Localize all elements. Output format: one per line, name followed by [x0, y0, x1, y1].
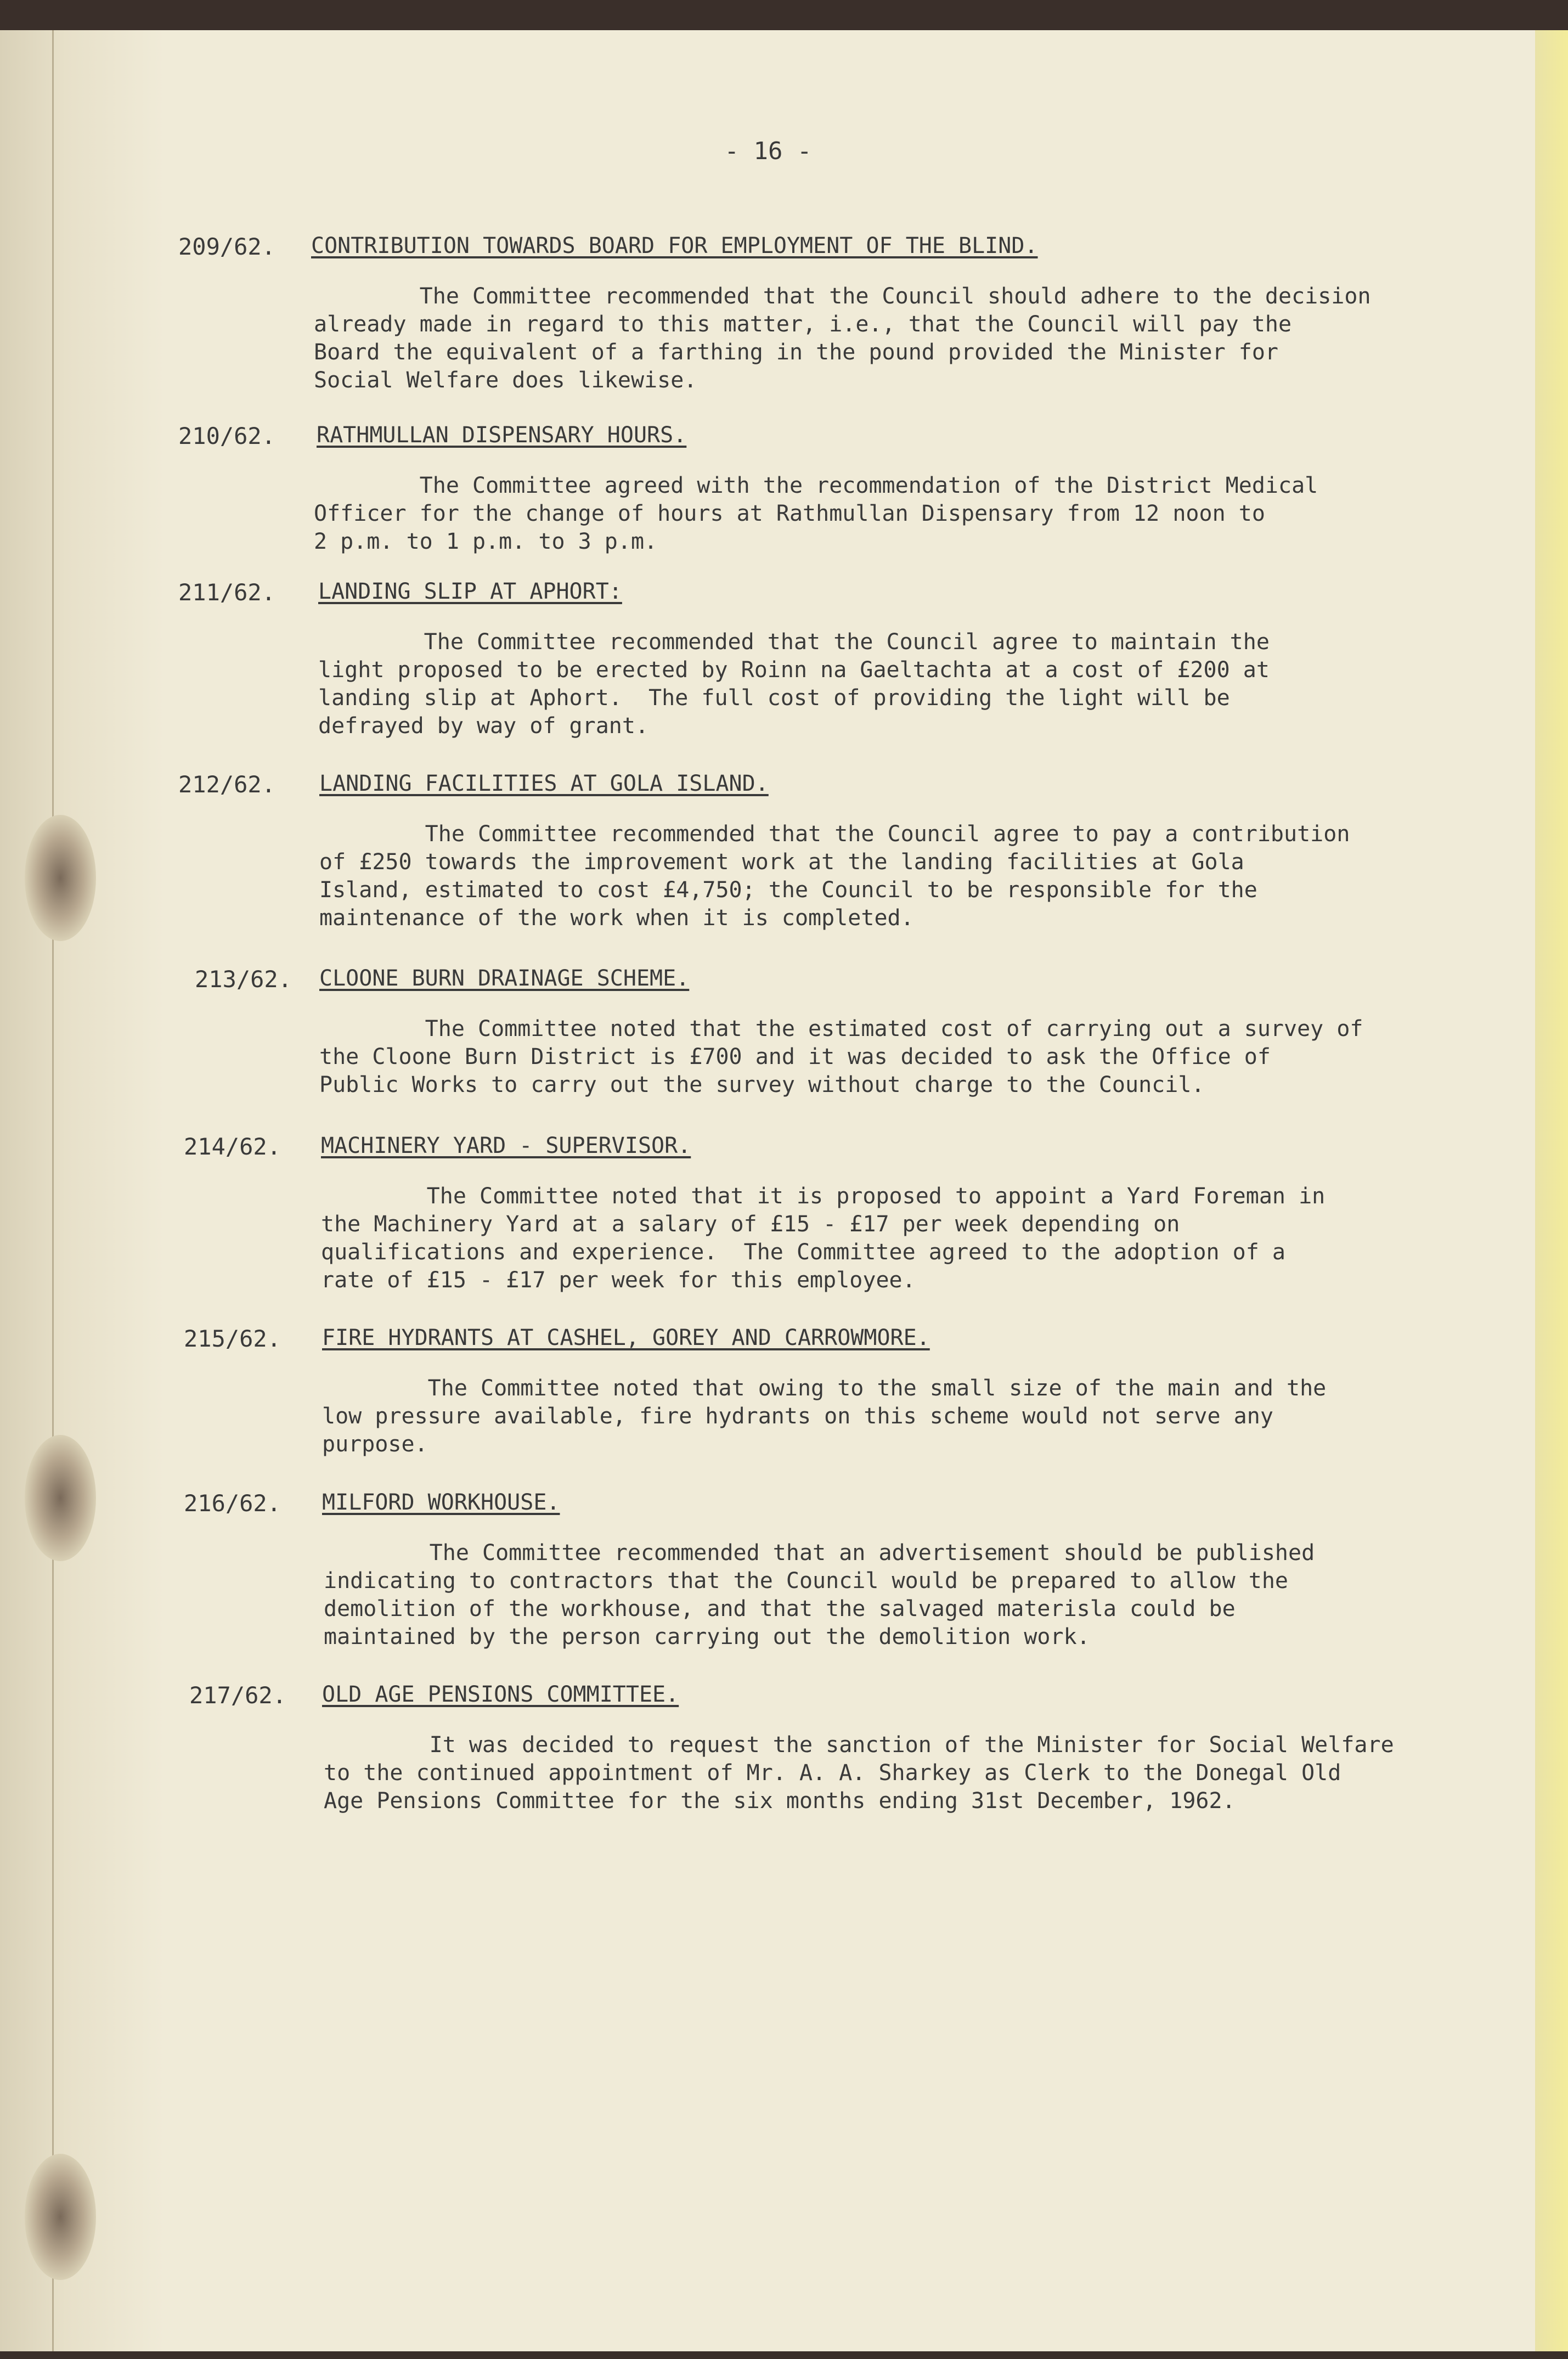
item-number: 213/62. [195, 966, 292, 993]
item-body: The Committee agreed with the recommendation of the District Medical Officer for the change of hours at Rathmullan Dispensary from 12 noon to 2 p.m. to 1 p.m. to 3 p.m. [314, 473, 1318, 554]
item-body: The Committee recommended that the Council should adhere to the decision already made in regard to this matter, i.e., that the Council will pay the Board the equivalent of a farthing in the pound provided the Minister for Social Welfare does likewise. [314, 284, 1371, 393]
item-body: The Committee noted that the estimated cost of carrying out a survey of the Cloone Burn District is £700 and it was decided to ask the Office of Public Works to carry out the survey without charge to the Council. [319, 1016, 1363, 1097]
document-page [0, 30, 1536, 2351]
item-number: 217/62. [189, 1682, 287, 1709]
item-title: CLOONE BURN DRAINAGE SCHEME. [319, 966, 690, 991]
item-body: The Committee recommended that the Council agree to maintain the light proposed to be erected by Roinn na Gaeltachta at a cost of £200 at landing slip at Aphort. The full cost of providing the light will be defrayed by way of grant. [318, 629, 1270, 739]
item-title: OLD AGE PENSIONS COMMITTEE. [322, 1682, 679, 1707]
item-number: 215/62. [184, 1325, 281, 1352]
punch-hole [25, 815, 96, 941]
item-title: FIRE HYDRANTS AT CASHEL, GOREY AND CARROWMORE. [322, 1325, 930, 1350]
item-number: 209/62. [178, 233, 276, 260]
item-title: CONTRIBUTION TOWARDS BOARD FOR EMPLOYMENT OF THE BLIND. [311, 233, 1038, 258]
item-body: The Committee recommended that an advertisement should be published indicating to contractors that the Council would be prepared to allow the demolition of the workhouse, and that the salvaged materisla could be maintained by the person carrying out the demolition work. [324, 1540, 1315, 1649]
item-body: The Committee noted that it is proposed to appoint a Yard Foreman in the Machinery Yard at a salary of £15 - £17 per week depending on qualifications and experience. The Committee agreed to the adoption of a rate of £15 - £17 per week for this employee. [321, 1184, 1326, 1293]
item-number: 214/62. [184, 1133, 281, 1160]
item-title: MILFORD WORKHOUSE. [322, 1490, 560, 1515]
item-body: It was decided to request the sanction of the Minister for Social Welfare to the continued appointment of Mr. A. A. Sharkey as Clerk to the Donegal Old Age Pensions Committee for the six months ending 31st December, 1962. [324, 1732, 1394, 1814]
item-body: The Committee recommended that the Council agree to pay a contribution of £250 towards the improvement work at the landing facilities at Gola Island, estimated to cost £4,750; the Council to be responsible for the maintenance of the work when it is completed. [319, 821, 1350, 931]
page-number: - 16 - [724, 137, 812, 165]
item-number: 212/62. [178, 771, 276, 798]
item-body: The Committee noted that owing to the small size of the main and the low pressure available, fire hydrants on this scheme would not serve any purpose. [322, 1376, 1327, 1457]
binding-spine [52, 30, 54, 2351]
item-title: LANDING FACILITIES AT GOLA ISLAND. [319, 771, 769, 796]
item-number: 211/62. [178, 579, 276, 606]
punch-hole [25, 2154, 96, 2280]
item-number: 210/62. [178, 423, 276, 449]
item-number: 216/62. [184, 1490, 281, 1517]
item-title: MACHINERY YARD - SUPERVISOR. [321, 1133, 691, 1158]
item-title: LANDING SLIP AT APHORT: [318, 579, 622, 604]
item-title: RATHMULLAN DISPENSARY HOURS. [317, 423, 687, 448]
punch-hole [25, 1435, 96, 1561]
page-edge [1535, 30, 1568, 2351]
binding-shadow [0, 30, 165, 2351]
